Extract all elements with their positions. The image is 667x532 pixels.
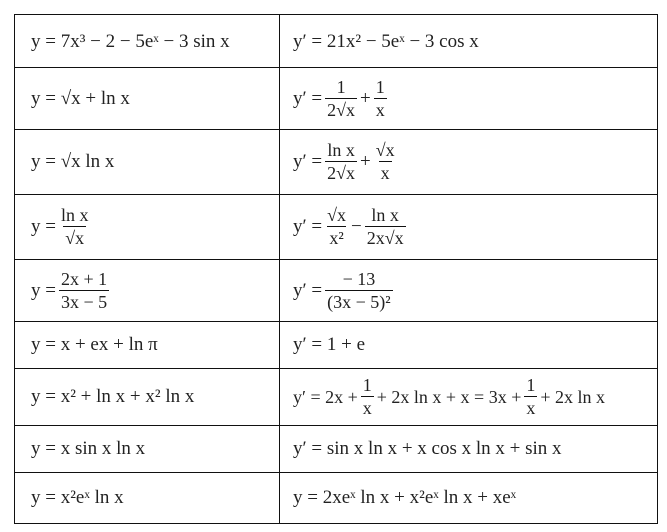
denominator: 3x − 5 [60, 291, 108, 312]
numerator: √x [327, 205, 347, 225]
numerator: √x [375, 140, 395, 160]
denominator: 2x√x [366, 228, 404, 248]
denominator: √x [65, 228, 85, 248]
derivative-cell [293, 368, 653, 425]
fraction [59, 206, 91, 247]
derivative-prefix: y′ = [293, 87, 323, 109]
fraction [361, 376, 374, 417]
function-cell: y = x + ex + ln π [31, 334, 158, 355]
function-cell: y = 7x³ − 2 − 5eˣ − 3 sin x [31, 30, 230, 52]
fraction [374, 141, 397, 182]
derivative-cell: y′ = 21x² − 5eˣ − 3 cos x [293, 30, 479, 52]
fraction [374, 78, 387, 119]
function-cell: y = √x + ln x [31, 87, 130, 109]
fraction [325, 206, 348, 247]
denominator: x [526, 398, 536, 418]
denominator: x² [329, 228, 344, 248]
derivative-cell [293, 194, 653, 259]
function-cell: y = x²eˣ ln x [31, 487, 124, 508]
denominator: x [375, 99, 385, 120]
operator: + [360, 151, 371, 172]
table-row [15, 129, 657, 194]
numerator: ln x [371, 205, 399, 225]
derivative-part: + 2x ln x [540, 386, 606, 407]
table-row [15, 259, 657, 321]
table-row [15, 472, 657, 523]
numerator: − 13 [342, 268, 376, 289]
operator: − [351, 216, 362, 237]
derivative-cell [293, 67, 653, 129]
fraction [325, 141, 357, 182]
numerator: ln x [60, 205, 89, 225]
fraction [325, 270, 393, 311]
denominator: (3x − 5)² [327, 291, 391, 312]
numerator: ln x [327, 140, 355, 160]
function-cell [31, 259, 271, 321]
derivative-prefix: y′ = [293, 151, 323, 172]
table-row [15, 15, 657, 67]
function-prefix: y = [31, 279, 56, 301]
denominator: x [362, 398, 372, 418]
table-row [15, 194, 657, 259]
table-row [15, 368, 657, 425]
table-row [15, 321, 657, 368]
derivative-prefix: y′ = [293, 279, 323, 301]
derivative-part: y′ = 2x + [293, 386, 358, 407]
derivative-cell: y′ = 1 + e [293, 334, 366, 355]
denominator: x [380, 163, 390, 183]
denominator: 2√x [327, 163, 356, 183]
fraction [59, 270, 109, 311]
fraction [325, 78, 357, 119]
numerator: 1 [375, 76, 385, 97]
derivative-table [14, 14, 658, 524]
derivative-part: + 2x ln x + x = 3x + [376, 386, 522, 407]
derivative-cell: y = 2xeˣ ln x + x²eˣ ln x + xeˣ [293, 487, 517, 508]
function-cell: y = x sin x ln x [31, 438, 146, 459]
numerator: 1 [526, 375, 536, 395]
fraction [365, 206, 406, 247]
function-cell [31, 194, 271, 259]
numerator: 1 [336, 76, 346, 97]
numerator: 2x + 1 [60, 268, 108, 289]
derivative-prefix: y′ = [293, 216, 323, 237]
function-prefix: y = [31, 216, 56, 237]
function-cell: y = x² + ln x + x² ln x [31, 386, 195, 407]
derivative-cell [293, 259, 653, 321]
numerator: 1 [362, 375, 372, 395]
table-row [15, 67, 657, 129]
fraction [524, 376, 537, 417]
derivative-cell: y′ = sin x ln x + x cos x ln x + sin x [293, 438, 562, 459]
denominator: 2√x [327, 99, 356, 120]
function-cell: y = √x ln x [31, 151, 115, 172]
operator: + [360, 87, 371, 109]
derivative-cell [293, 129, 653, 194]
table-row [15, 425, 657, 472]
